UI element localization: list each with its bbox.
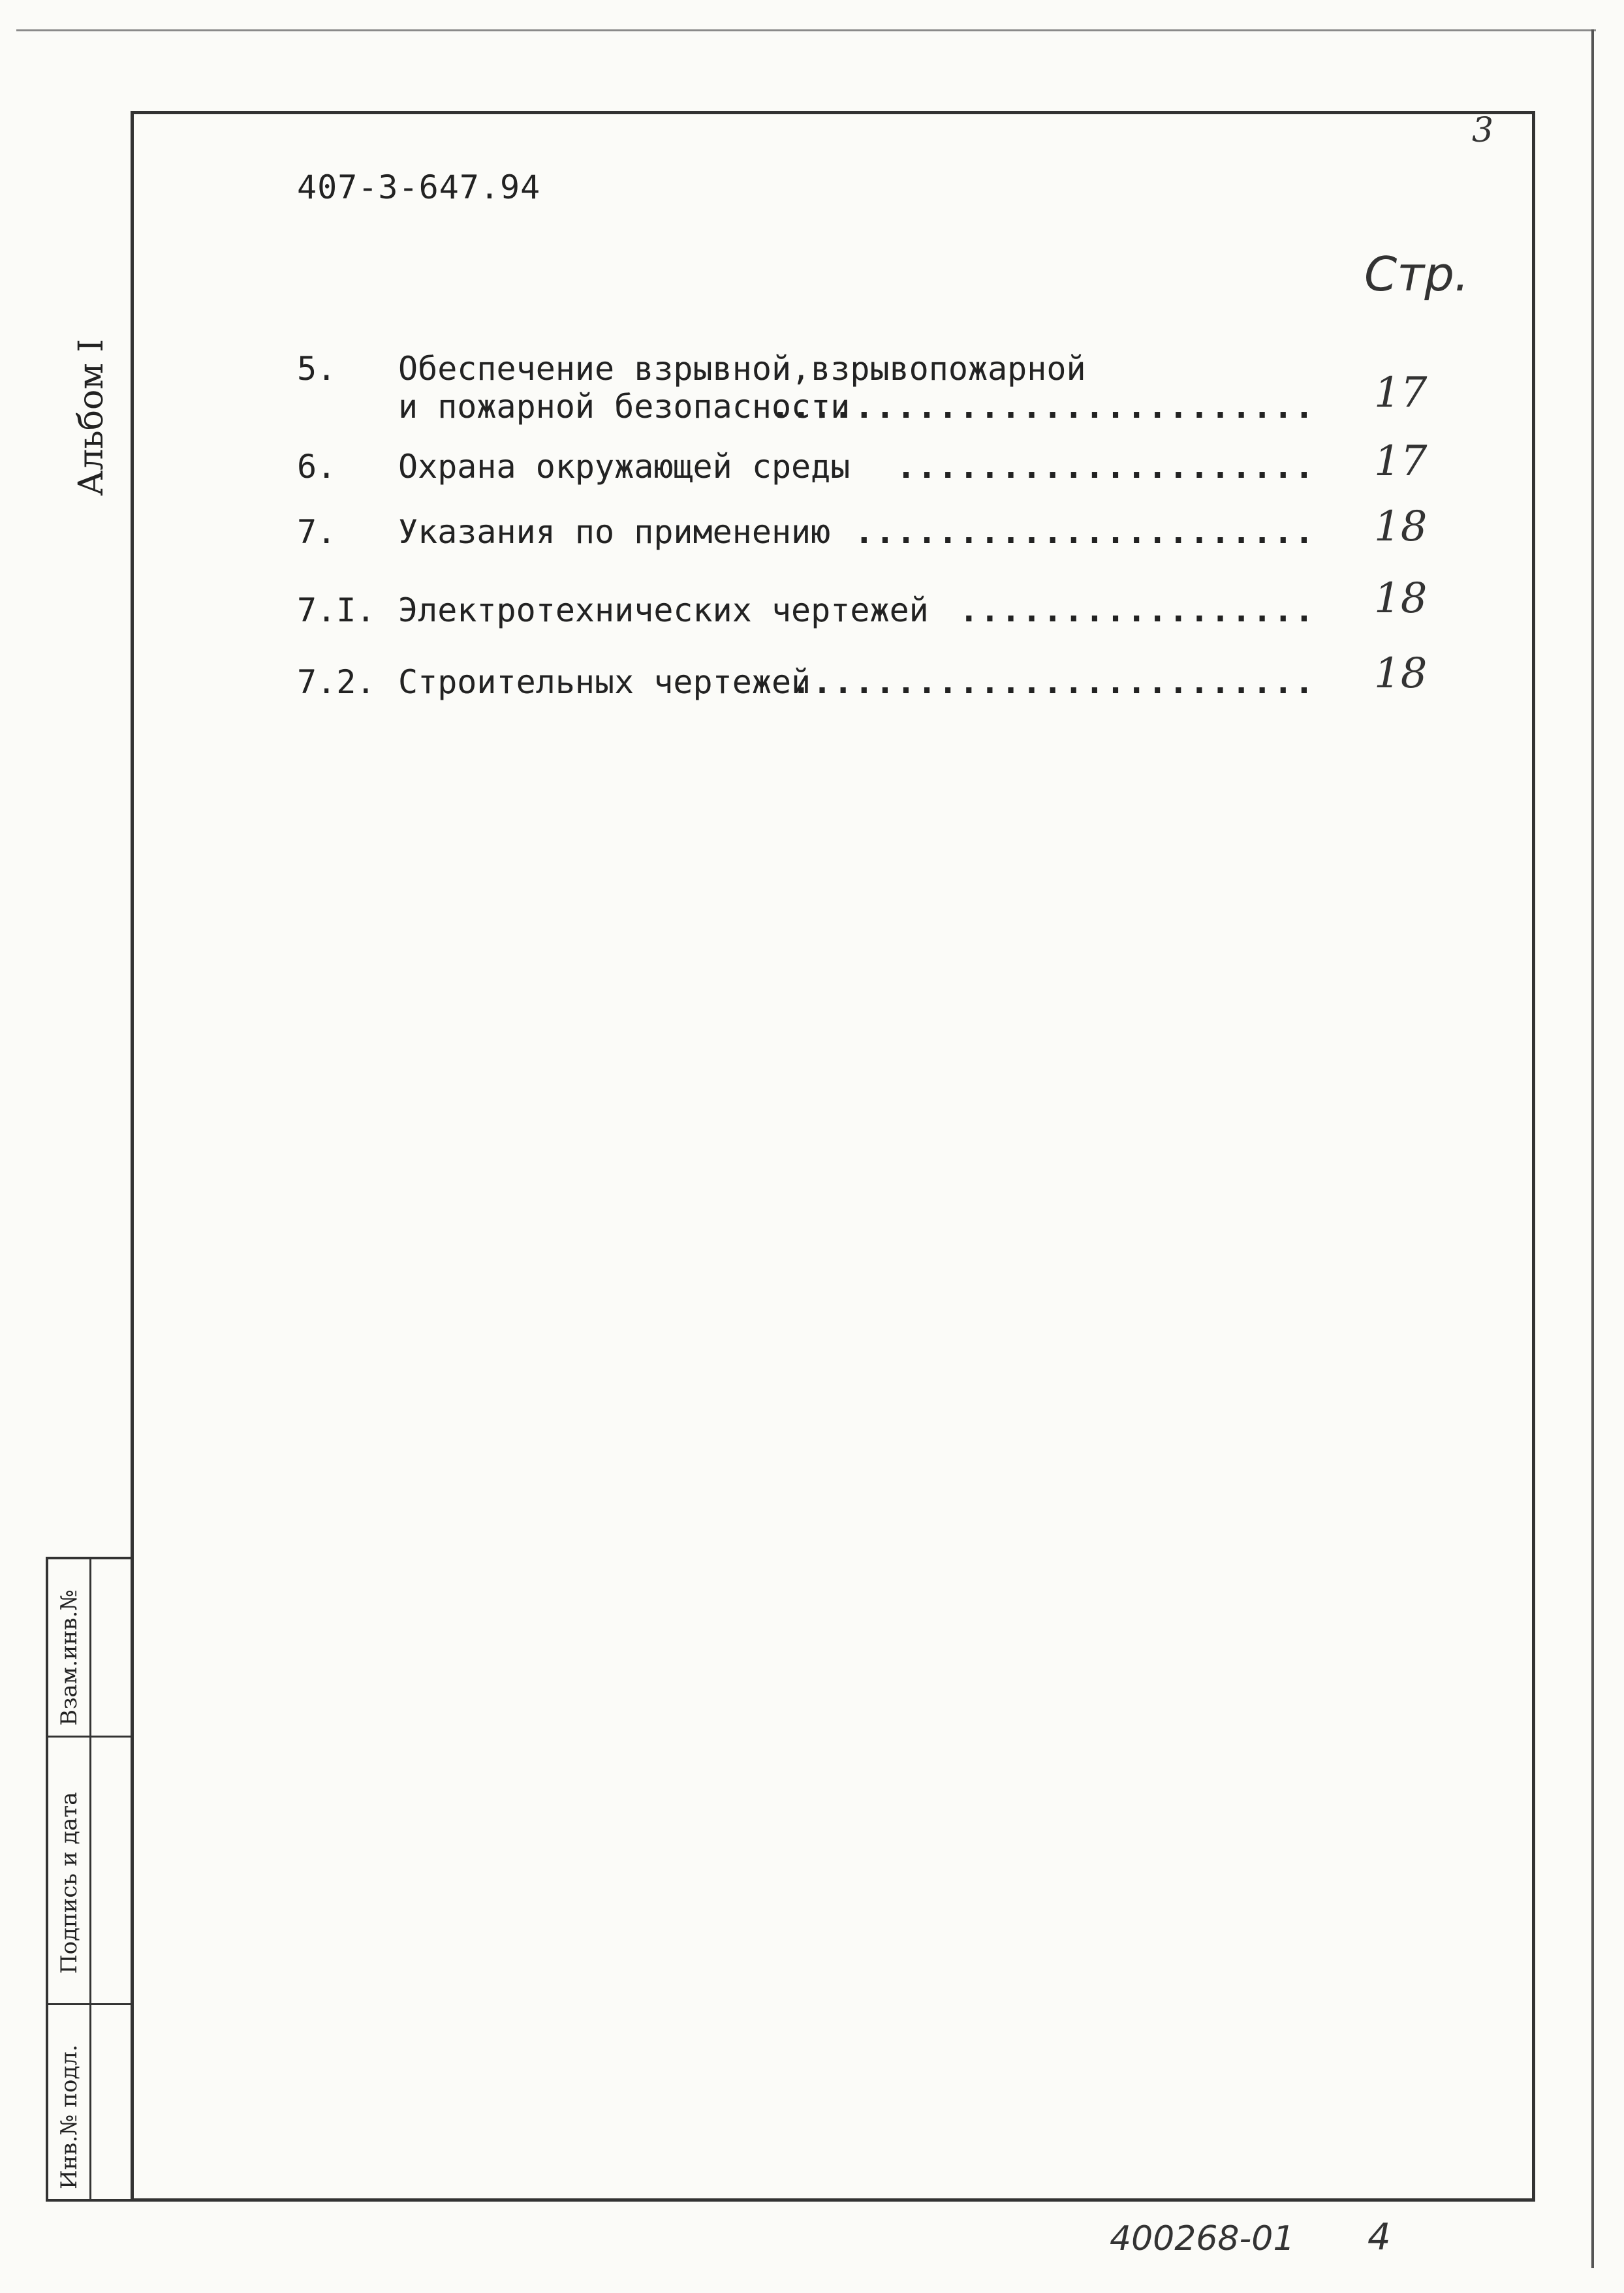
dot-leader: ..........................: [770, 388, 1315, 426]
toc-page-7-2: 18: [1374, 649, 1428, 698]
toc-entry-title: Строительных чертежей: [398, 663, 811, 701]
dot-leader: .................: [959, 591, 1315, 629]
document-code: 407-3-647.94: [297, 168, 541, 206]
stamp-inv-original-label: Инв.№ подл.: [56, 2044, 82, 2189]
toc-entry-title-continued: и пожарной безопасности: [398, 388, 851, 426]
dot-leader: .........................: [791, 663, 1315, 701]
toc-page-5: 17: [1374, 369, 1428, 417]
toc-entry-number: 6.: [297, 448, 337, 486]
footer-sheet-number: 4: [1367, 2216, 1391, 2258]
album-label: Альбом I: [72, 339, 111, 496]
toc-entry-title: Охрана окружающей среды: [398, 448, 851, 486]
toc-entry-title: Электротехнических чертежей: [398, 591, 929, 629]
page-column-label: Стр.: [1364, 247, 1469, 302]
margin-stamp-table: [46, 1557, 134, 2202]
stamp-vzam-inv-label: Взам.инв.№: [56, 1589, 82, 1726]
toc-page-7-1: 18: [1374, 574, 1428, 623]
outer-border-top: [16, 29, 1596, 31]
page-number: 3: [1472, 111, 1494, 150]
stamp-divider: [48, 1736, 131, 1738]
toc-entry-number: 7.2.: [297, 663, 376, 701]
stamp-divider: [89, 1559, 91, 2199]
toc-entry-title: Обеспечение взрывной,взрывопожарной: [398, 350, 1086, 388]
toc-page-6: 17: [1374, 437, 1428, 486]
footer-document-code: 400268-01: [1110, 2219, 1295, 2258]
toc-entry-number: 7.I.: [297, 591, 376, 629]
outer-border-right: [1591, 29, 1594, 2268]
stamp-divider: [48, 2003, 131, 2005]
dot-leader: ....................: [896, 448, 1315, 486]
dot-leader: ......................: [854, 513, 1315, 551]
stamp-signature-date-label: Подпись и дата: [56, 1792, 82, 1974]
toc-entry-number: 7.: [297, 513, 337, 551]
toc-page-7: 18: [1374, 503, 1428, 551]
toc-entry-title: Указания по применению: [398, 513, 831, 551]
toc-entry-number: 5.: [297, 350, 337, 388]
